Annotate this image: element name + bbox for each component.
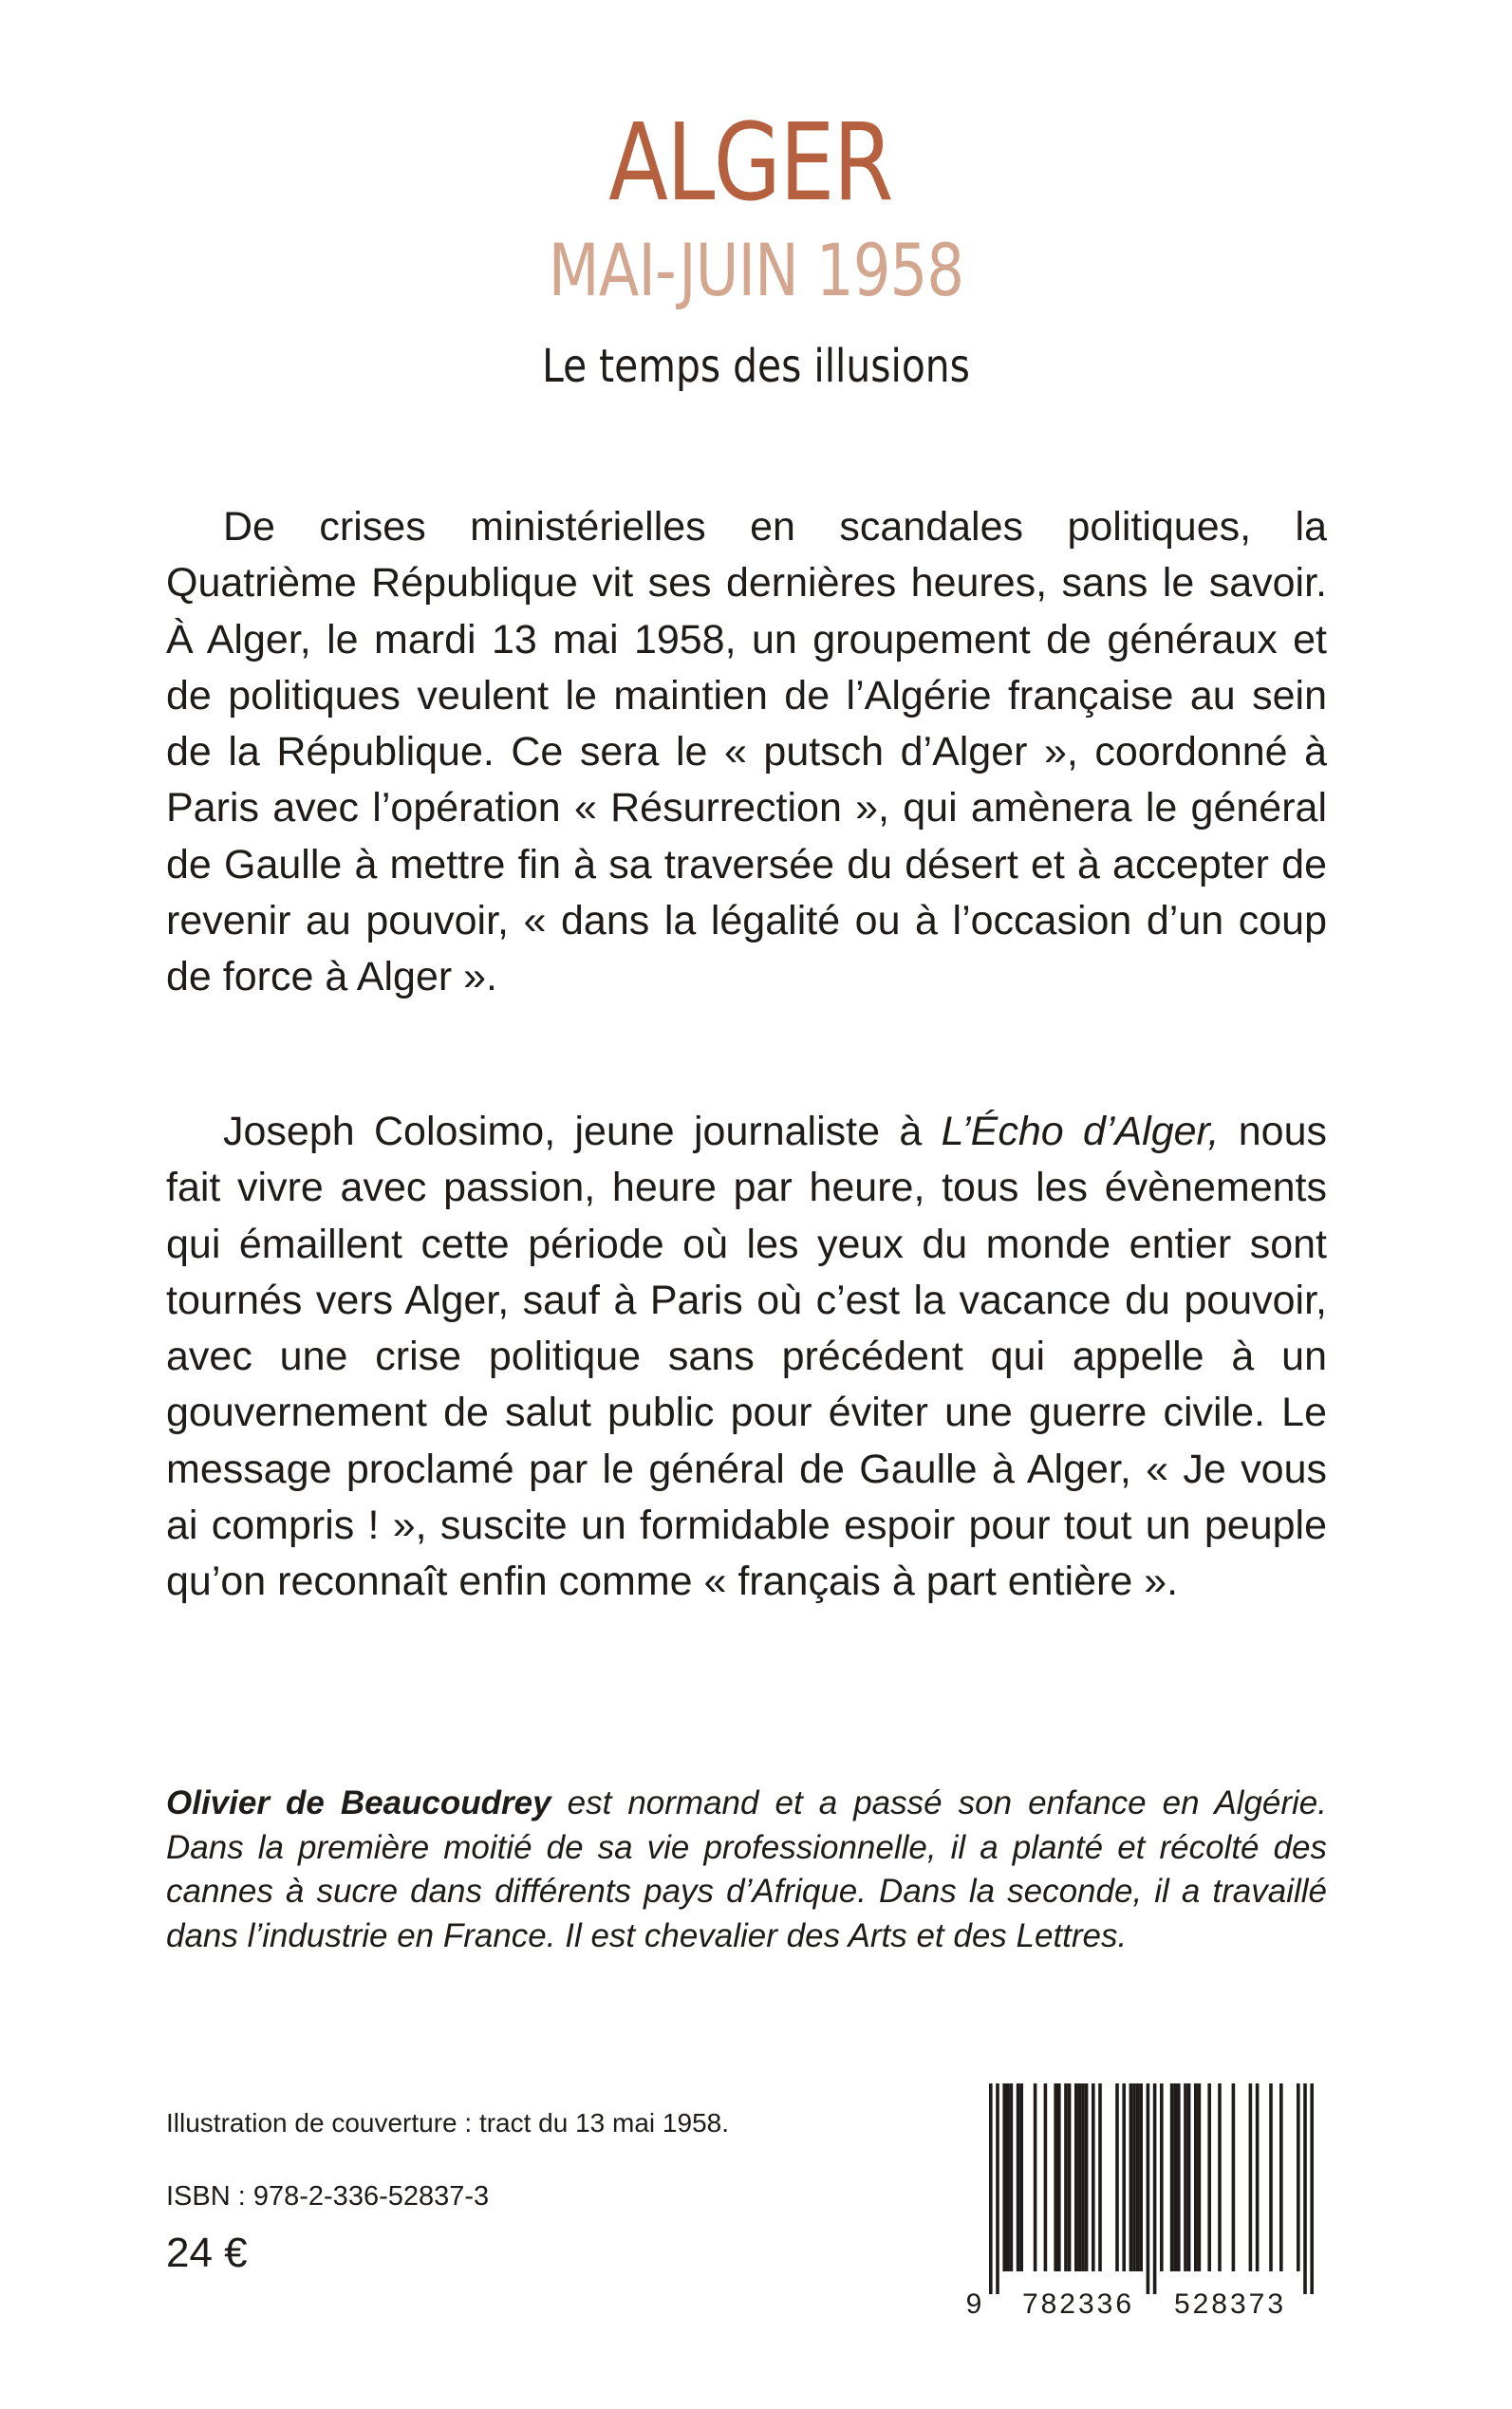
barcode-bar <box>1098 2083 1102 2271</box>
newspaper-title: L’Écho d’Alger, <box>941 1109 1220 1154</box>
barcode-bar <box>1218 2083 1222 2271</box>
barcode-bar <box>1092 2083 1095 2271</box>
barcode-bar <box>1173 2083 1177 2271</box>
synopsis-paragraph-1-text: De crises ministérielles en scandales politiques, la Quatrième République vit ses dernières heures, sans le savoir. À Alger, le mardi 13 mai 1958, un groupement de généraux et de politiques veulent le maintien de l’Algérie française au sein de la République. Ce sera le « putsch d’Alger », coordonné à Paris avec l’opération « Résurrection », qui amènera le général de Gaulle à mettre fin à sa traversée du désert et à accepter de revenir au pouvoir, « dans la légalité ou à l’occasion d’un coup de force à Alger ». <box>166 504 1327 1000</box>
author-bio-text: est normand et a passé son enfance en Algérie. Dans la première moitié de sa vie professionnelle, il a planté et récolté des cannes à sucre dans différents pays d’Afrique. Dans la seconde, il a travaillé dans l’industrie en France. Il est chevalier des Arts et des Lettres. <box>166 1784 1327 1954</box>
barcode-bar <box>1184 2083 1187 2271</box>
barcode-bar <box>1207 2083 1211 2271</box>
barcode-guard-bar <box>996 2083 999 2294</box>
book-tagline: Le temps des illusions <box>542 340 970 393</box>
barcode-guard-bar <box>1147 2083 1150 2294</box>
barcode-guard-bar <box>989 2083 993 2294</box>
barcode-bar <box>1256 2083 1260 2271</box>
barcode-bar <box>1074 2083 1078 2271</box>
synopsis-paragraph-2 <box>166 1104 1327 1611</box>
barcode-guard-bar <box>1310 2083 1314 2294</box>
barcode-bar <box>1010 2083 1014 2271</box>
barcode-bar <box>1044 2083 1048 2271</box>
barcode-bar <box>1002 2083 1006 2271</box>
barcode-bar <box>1019 2083 1023 2271</box>
barcode-bar <box>1194 2083 1198 2271</box>
barcode-bar <box>1198 2083 1202 2271</box>
barcode-guard-bar <box>1153 2083 1157 2294</box>
barcode-bar <box>1249 2083 1253 2271</box>
barcode-bar <box>1081 2083 1085 2271</box>
barcode-bar <box>1129 2083 1133 2271</box>
barcode-bar <box>1232 2083 1236 2271</box>
barcode-bar <box>1160 2083 1164 2271</box>
barcode-bar <box>1139 2083 1143 2271</box>
barcode-bar <box>1006 2083 1010 2271</box>
barcode-bar <box>1064 2083 1068 2271</box>
barcode-bar <box>1177 2083 1181 2271</box>
barcode-bar <box>1269 2083 1273 2271</box>
barcode-bar <box>1057 2083 1061 2271</box>
barcode-bar <box>1034 2083 1037 2271</box>
barcode-bar <box>1136 2083 1140 2271</box>
isbn-label: ISBN : 978-2-336-52837-3 <box>166 2181 490 2212</box>
barcode-right-digits: 528373 <box>1173 2288 1287 2320</box>
barcode-left-digits: 782336 <box>1021 2288 1135 2320</box>
cover-illustration-credit: Illustration de couverture : tract du 13 mai 1958. <box>166 2108 729 2138</box>
barcode-bars <box>989 2083 1314 2294</box>
barcode <box>959 2082 1332 2321</box>
barcode-lead-digit: 9 <box>965 2288 982 2320</box>
synopsis-paragraph-2-start: Joseph Colosimo, jeune journaliste à <box>223 1109 942 1154</box>
barcode-bar <box>1122 2083 1126 2271</box>
barcode-bar <box>1187 2083 1191 2271</box>
barcode-bar <box>1115 2083 1119 2271</box>
barcode-bar <box>1068 2083 1072 2271</box>
barcode-graphic <box>959 2082 1332 2321</box>
barcode-guard-bar <box>1303 2083 1307 2294</box>
book-subtitle: MAI-JUIN 1958 <box>548 228 964 312</box>
price-label: 24 € <box>166 2230 248 2276</box>
synopsis-paragraph-2-end: nous fait vivre avec passion, heure par heure, tous les évènements qui émaillent cette période où les yeux du monde entier sont tournés vers Alger, sauf à Paris où c’est la vacance du pouvoir, avec une crise politique sans précédent qui appelle à un gouvernement de salut public pour éviter une guerre civile. Le message proclamé par le général de Gaulle à Alger, « Je vous ai compris ! », suscite un formidable espoir pour tout un peuple qu’on reconnaît enfin comme « français à part entière ». <box>166 1109 1327 1605</box>
barcode-bar <box>1017 2083 1020 2271</box>
author-bio <box>166 1782 1327 1958</box>
synopsis-paragraph-1 <box>166 499 1327 1006</box>
barcode-bar <box>1297 2083 1300 2271</box>
barcode-bar <box>1078 2083 1082 2271</box>
barcode-bar <box>1170 2083 1174 2271</box>
author-name: Olivier de Beaucoudrey <box>166 1784 551 1821</box>
barcode-bar <box>1132 2083 1136 2271</box>
book-title: ALGER <box>608 102 892 225</box>
barcode-bar <box>1054 2083 1057 2271</box>
barcode-bar <box>1279 2083 1283 2271</box>
barcode-bar <box>1085 2083 1089 2271</box>
